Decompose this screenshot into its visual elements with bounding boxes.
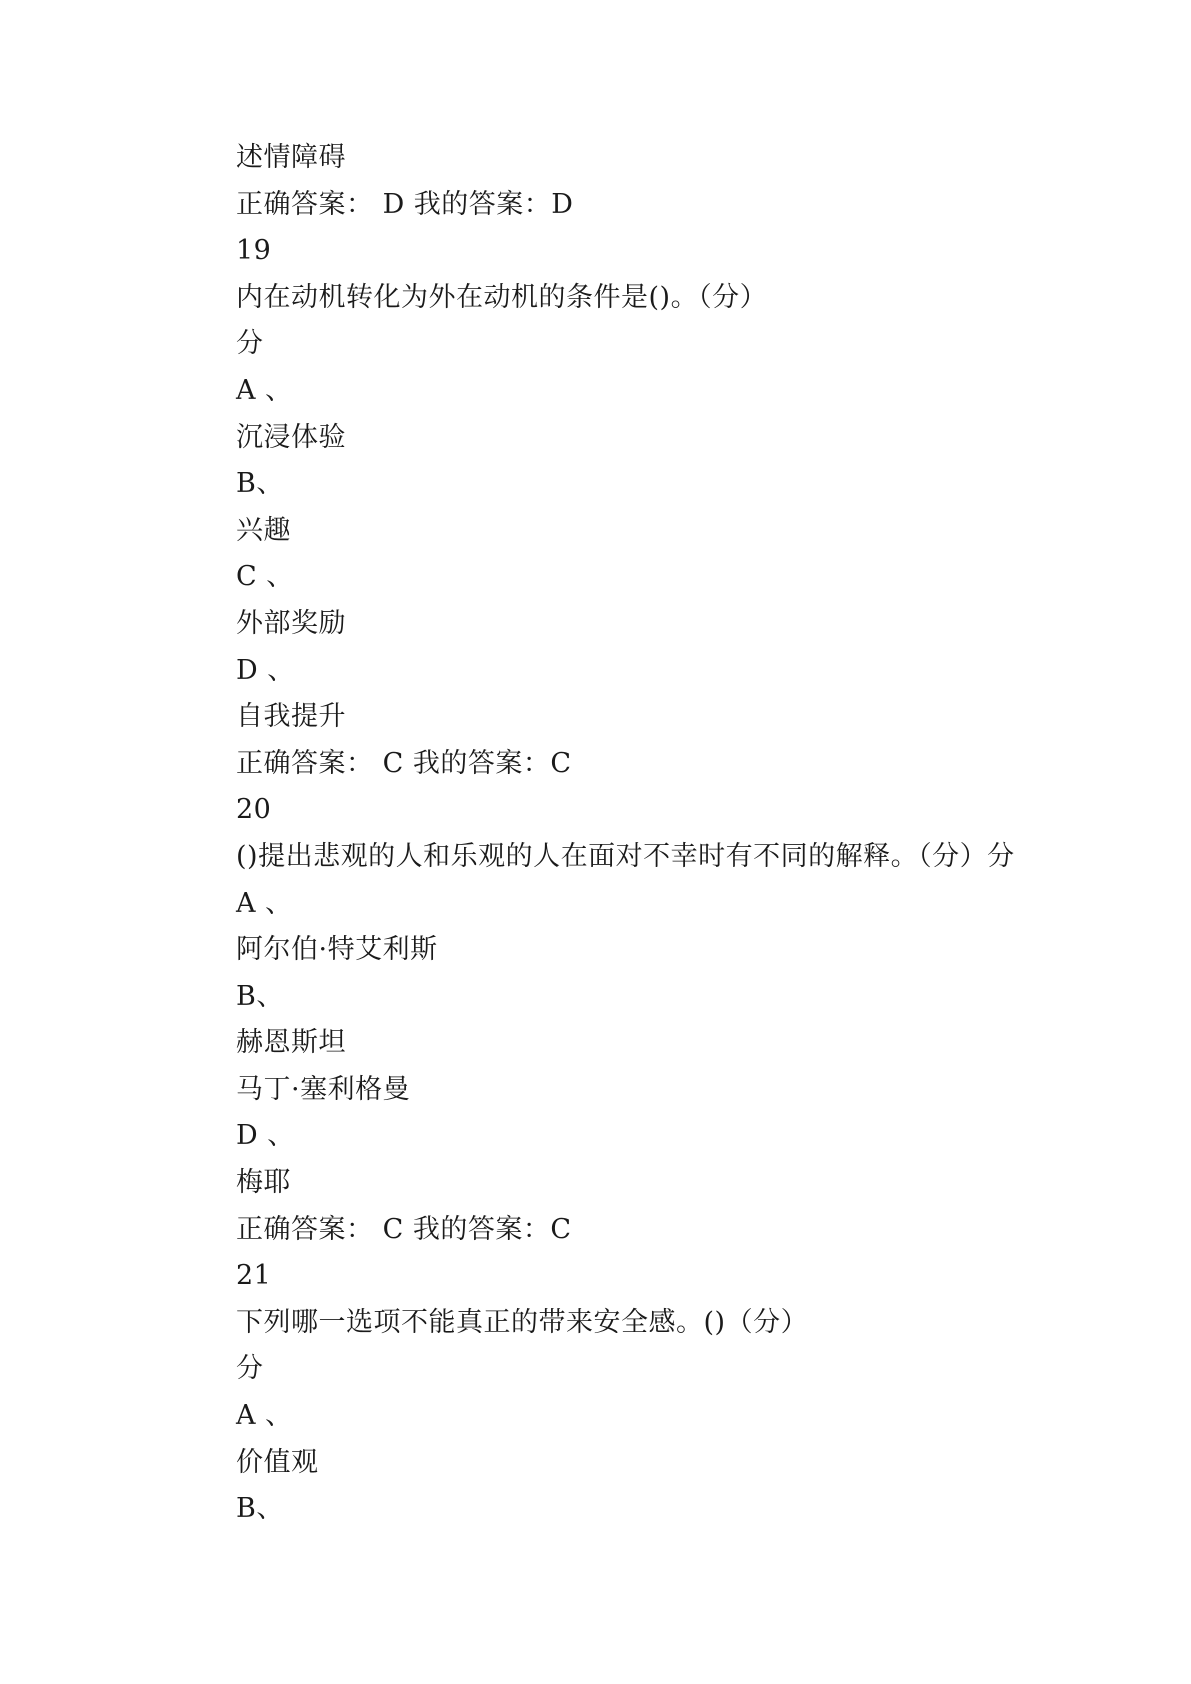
option-label-d: D 、 [236,654,295,686]
option-label-a: A 、 [236,1400,293,1432]
option-label-a: A 、 [236,887,293,919]
option-label-d: D 、 [236,1120,295,1152]
option-text-b: 兴趣 [236,514,291,546]
document-content [236,135,1096,1533]
question-text: ()提出悲观的人和乐观的人在面对不幸时有不同的解释。（分）分 [236,840,1015,872]
option-label-b: B、 [236,1493,284,1525]
question-text: 下列哪一选项不能真正的带来安全感。()（分） [236,1306,809,1338]
option-text-a: 阿尔伯·特艾利斯 [236,934,438,966]
option-text-d: 梅耶 [236,1167,291,1199]
option-label-c: C 、 [236,561,294,593]
option-text-b: 赫恩斯坦 [236,1027,346,1059]
answer-line: 正确答案： C 我的答案：C [236,1213,572,1245]
question-text: 内在动机转化为外在动机的条件是()。（分） [236,281,768,313]
option-text-d: 自我提升 [236,701,346,733]
option-label-a: A 、 [236,374,293,406]
option-text: 述情障碍 [236,142,346,173]
answer-line: 正确答案： D 我的答案：D [236,188,574,220]
question-number: 19 [236,235,272,267]
question-number: 21 [236,1260,272,1292]
option-text-a: 沉浸体验 [236,421,346,453]
option-text-a: 价值观 [236,1446,319,1478]
score-label: 分 [236,328,264,360]
score-label: 分 [236,1353,264,1385]
answer-line: 正确答案： C 我的答案：C [236,747,572,779]
option-text-c: 马丁·塞利格曼 [236,1073,411,1105]
option-label-b: B、 [236,980,284,1012]
option-label-b: B、 [236,468,284,500]
question-number: 20 [236,794,272,826]
option-text-c: 外部奖励 [236,607,346,639]
